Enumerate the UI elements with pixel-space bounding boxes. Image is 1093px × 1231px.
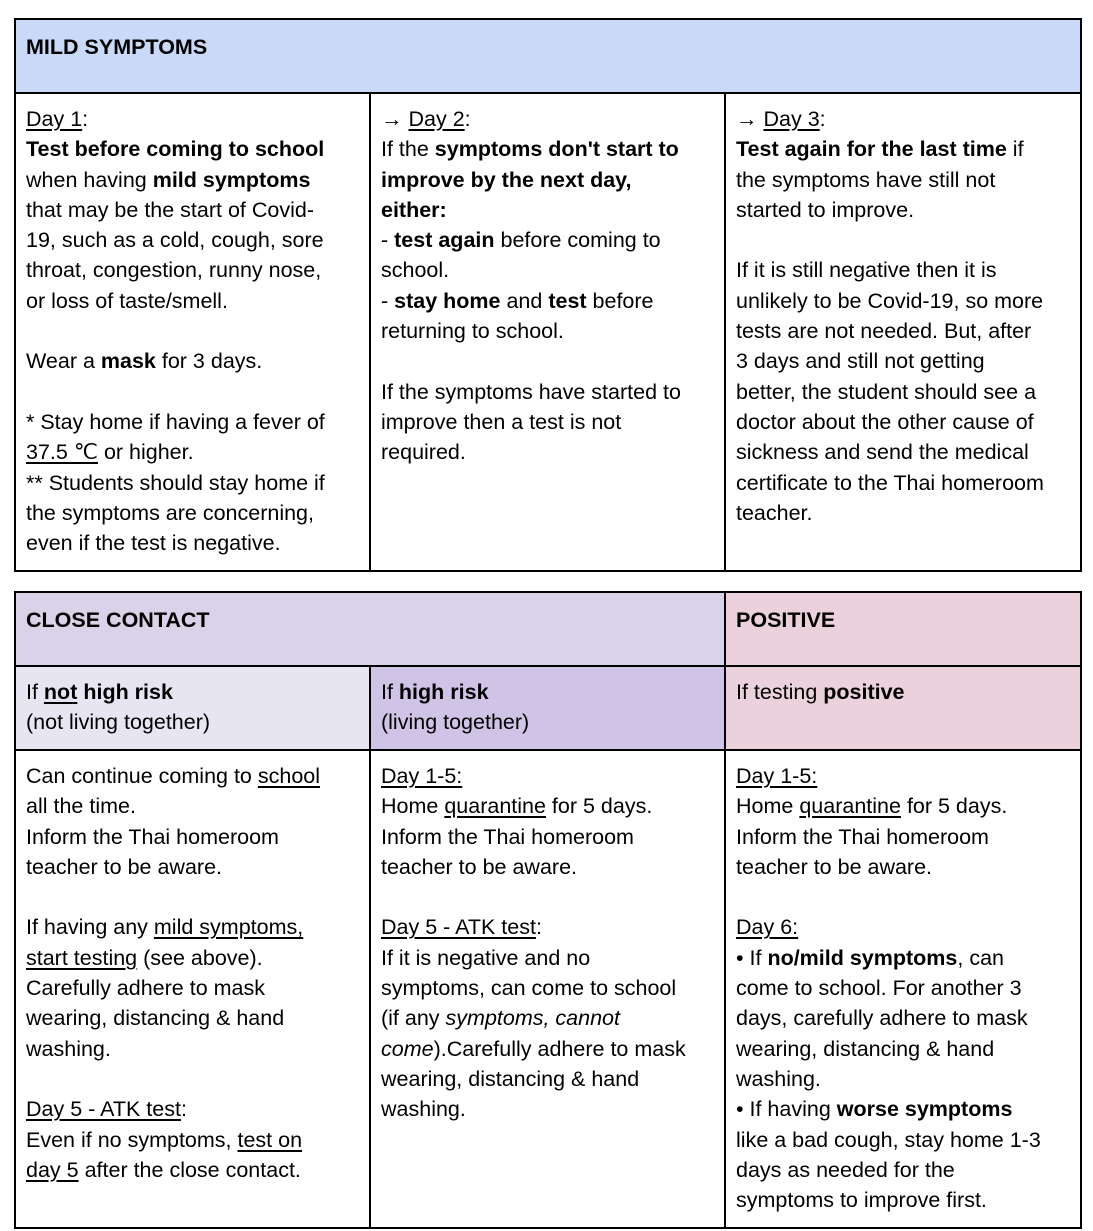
- day3-text: the symptoms have still not: [736, 167, 996, 192]
- positive-body: [725, 750, 1081, 1228]
- subheader-text: not: [43, 680, 78, 704]
- day3-cell: → Day 3: Test again for the last time if the symptoms have still not started to improve. If it is still negative then it is unlikely to be Covid-19, so more tests are not needed. But, after 3 days and still not getting better, the student should see a doctor about the other cause of sickness and send the medical certificate to the Thai homeroom teacher.: [725, 93, 1081, 571]
- day1-text: ** Students should stay home if: [26, 470, 325, 495]
- not-high-risk-cell: [15, 666, 370, 750]
- day3-label: Day 3: [763, 107, 820, 131]
- body-text: for 5 days.: [545, 794, 653, 819]
- day1-text: mask: [100, 349, 156, 374]
- day2-text: improve by the next day,: [381, 167, 632, 192]
- body-text: (if any: [381, 1006, 446, 1031]
- subheader-text: If testing: [736, 680, 824, 704]
- day2-label: Day 2: [408, 107, 465, 131]
- day1-text: when having: [26, 167, 153, 192]
- body-text: no/mild symptoms: [767, 945, 958, 970]
- day3-text: unlikely to be Covid-19, so more: [736, 288, 1044, 313]
- body-text: • If having: [736, 1097, 837, 1122]
- body-text: come to school. For another 3: [736, 976, 1022, 1001]
- day3-text: If it is still negative then it is: [736, 258, 997, 283]
- body-text: symptoms, cannot: [445, 1006, 620, 1031]
- body-text: Day 5 - ATK test: [381, 915, 536, 940]
- body-text: days, carefully adhere to mask: [736, 1006, 1028, 1031]
- day1-cell: Day 1: Test before coming to school when having mild symptoms that may be the start of Covid- 19, such as a cold, cough, sore throat, congestion, runny nose, or loss of taste/smell. Wear a mask for 3 days. * Stay home if having a fever of 37.5 ℃ or higher. ** Students should stay home if the symptoms are concerning, even if the test is negative.: [15, 93, 370, 571]
- day3-text: tests are not needed. But, after: [736, 319, 1032, 344]
- body-text: mild symptoms,: [153, 915, 304, 940]
- body-text: washing.: [736, 1066, 821, 1091]
- mild-symptoms-header: MILD SYMPTOMS: [26, 35, 208, 59]
- body-text: Carefully adhere to mask: [26, 976, 265, 1001]
- day2-text: stay home: [394, 288, 501, 313]
- body-text: (see above).: [137, 945, 263, 970]
- body-text: quarantine: [444, 794, 546, 819]
- body-text: wearing, distancing & hand: [381, 1066, 640, 1091]
- day3-text: teacher.: [736, 500, 813, 525]
- day1-text: that may be the start of Covid-: [26, 197, 314, 222]
- day1-text: the symptoms are concerning,: [26, 500, 314, 525]
- body-text: start testing: [26, 945, 138, 970]
- body-text: for 5 days.: [900, 794, 1008, 819]
- day2-text: improve then a test is not: [381, 409, 622, 434]
- body-text: teacher to be aware.: [26, 854, 223, 879]
- subheader-text: (not living together): [26, 710, 211, 735]
- day1-text: or higher.: [97, 440, 194, 465]
- body-text: washing.: [26, 1036, 111, 1061]
- day2-text: returning to school.: [381, 319, 564, 344]
- day1-label: Day 1: [26, 107, 83, 131]
- day3-text: if: [1006, 137, 1024, 162]
- body-text: If having any: [26, 915, 154, 940]
- day1-text: Test before coming to school: [26, 137, 325, 162]
- body-text: • If: [736, 945, 768, 970]
- subheader-text: positive: [823, 680, 905, 704]
- day1-text: 19, such as a cold, cough, sore: [26, 228, 324, 253]
- day3-text: certificate to the Thai homeroom: [736, 470, 1044, 495]
- day2-text: school.: [381, 258, 450, 283]
- body-text: Home: [736, 794, 800, 819]
- body-text: Even if no symptoms,: [26, 1127, 238, 1152]
- day2-text: If the: [381, 137, 435, 162]
- body-text: :: [535, 915, 542, 940]
- day3-text: 3 days and still not getting: [736, 349, 985, 374]
- subheader-text: If: [381, 680, 399, 704]
- body-text: school: [257, 764, 321, 788]
- day2-text: either:: [381, 197, 447, 222]
- day1-text: throat, congestion, runny nose,: [26, 258, 322, 283]
- body-text: wearing, distancing & hand: [736, 1036, 995, 1061]
- body-text: Inform the Thai homeroom: [26, 824, 279, 849]
- day2-text: symptoms don't start to: [434, 137, 679, 162]
- body-text: come: [381, 1036, 434, 1061]
- body-text: If it is negative and no: [381, 945, 591, 970]
- body-text: Day 6:: [736, 915, 799, 940]
- body-text: , can: [957, 945, 1005, 970]
- day2-text: test: [548, 288, 587, 313]
- positive-header: POSITIVE: [736, 608, 836, 632]
- testing-positive-cell: [725, 666, 1081, 750]
- positive-header-cell: [725, 592, 1081, 666]
- day2-text: required.: [381, 440, 466, 465]
- subheader-text: If: [26, 680, 44, 704]
- mild-symptoms-header-cell: [15, 19, 1081, 93]
- body-text: Inform the Thai homeroom: [381, 824, 634, 849]
- body-text: worse symptoms: [836, 1097, 1013, 1122]
- day3-text: Test again for the last time: [736, 137, 1007, 162]
- body-text: days as needed for the: [736, 1157, 955, 1182]
- day2-text: test again: [394, 228, 495, 253]
- high-risk-cell: [370, 666, 725, 750]
- subheader-text: high risk: [77, 680, 173, 704]
- day3-text: started to improve.: [736, 197, 915, 222]
- body-text: teacher to be aware.: [381, 854, 578, 879]
- body-text: washing.: [381, 1097, 466, 1122]
- day2-text: If the symptoms have started to: [381, 379, 681, 404]
- day1-text: or loss of taste/smell.: [26, 288, 228, 313]
- body-text: Day 1-5:: [381, 764, 463, 788]
- body-text: symptoms, can come to school: [381, 976, 677, 1001]
- day3-text: better, the student should see a: [736, 379, 1037, 404]
- subheader-text: high risk: [398, 680, 489, 704]
- fever-threshold: 37.5 ℃: [26, 440, 98, 465]
- day1-text: Wear a: [26, 349, 101, 374]
- day1-text: * Stay home if having a fever of: [26, 409, 325, 434]
- body-text: Inform the Thai homeroom: [736, 824, 989, 849]
- body-text: Can continue coming to: [26, 764, 258, 788]
- day2-text: before: [586, 288, 654, 313]
- body-text: :: [180, 1097, 187, 1122]
- body-text: ).Carefully adhere to mask: [433, 1036, 686, 1061]
- body-text: wearing, distancing & hand: [26, 1006, 285, 1031]
- body-text: Day 5 - ATK test: [26, 1097, 181, 1122]
- day3-text: doctor about the other cause of: [736, 409, 1034, 434]
- body-text: after the close contact.: [78, 1157, 301, 1182]
- body-text: day 5: [26, 1157, 79, 1182]
- day2-text: -: [381, 228, 395, 253]
- high-risk-body: [370, 750, 725, 1228]
- day2-cell: → Day 2: If the symptoms don't start to improve by the next day, either: - test again before coming to school. - stay home and test before returning to school. If the symptoms have started to improve then a test is not required.: [370, 93, 725, 571]
- not-high-risk-body: [15, 750, 370, 1228]
- body-text: quarantine: [799, 794, 901, 819]
- day1-text: even if the test is negative.: [26, 531, 281, 556]
- body-text: test on: [237, 1127, 303, 1152]
- close-contact-header: CLOSE CONTACT: [26, 608, 210, 632]
- body-text: all the time.: [26, 794, 136, 819]
- subheader-text: (living together): [381, 710, 530, 735]
- day2-text: and: [500, 288, 549, 313]
- close-contact-table: [14, 591, 1082, 1229]
- body-text: symptoms to improve first.: [736, 1188, 987, 1213]
- mild-symptoms-table: [14, 18, 1082, 572]
- day1-text: mild symptoms: [152, 167, 311, 192]
- arrow-right-icon: →: [381, 107, 409, 131]
- body-text: like a bad cough, stay home 1-3: [736, 1127, 1041, 1152]
- body-text: Home: [381, 794, 445, 819]
- day2-text: before coming to: [494, 228, 661, 253]
- arrow-right-icon: →: [736, 107, 764, 131]
- body-text: Day 1-5:: [736, 764, 818, 788]
- day2-text: -: [381, 288, 395, 313]
- day3-text: sickness and send the medical: [736, 440, 1029, 465]
- close-contact-header-cell: [15, 592, 725, 666]
- body-text: teacher to be aware.: [736, 854, 933, 879]
- day1-text: for 3 days.: [155, 349, 263, 374]
